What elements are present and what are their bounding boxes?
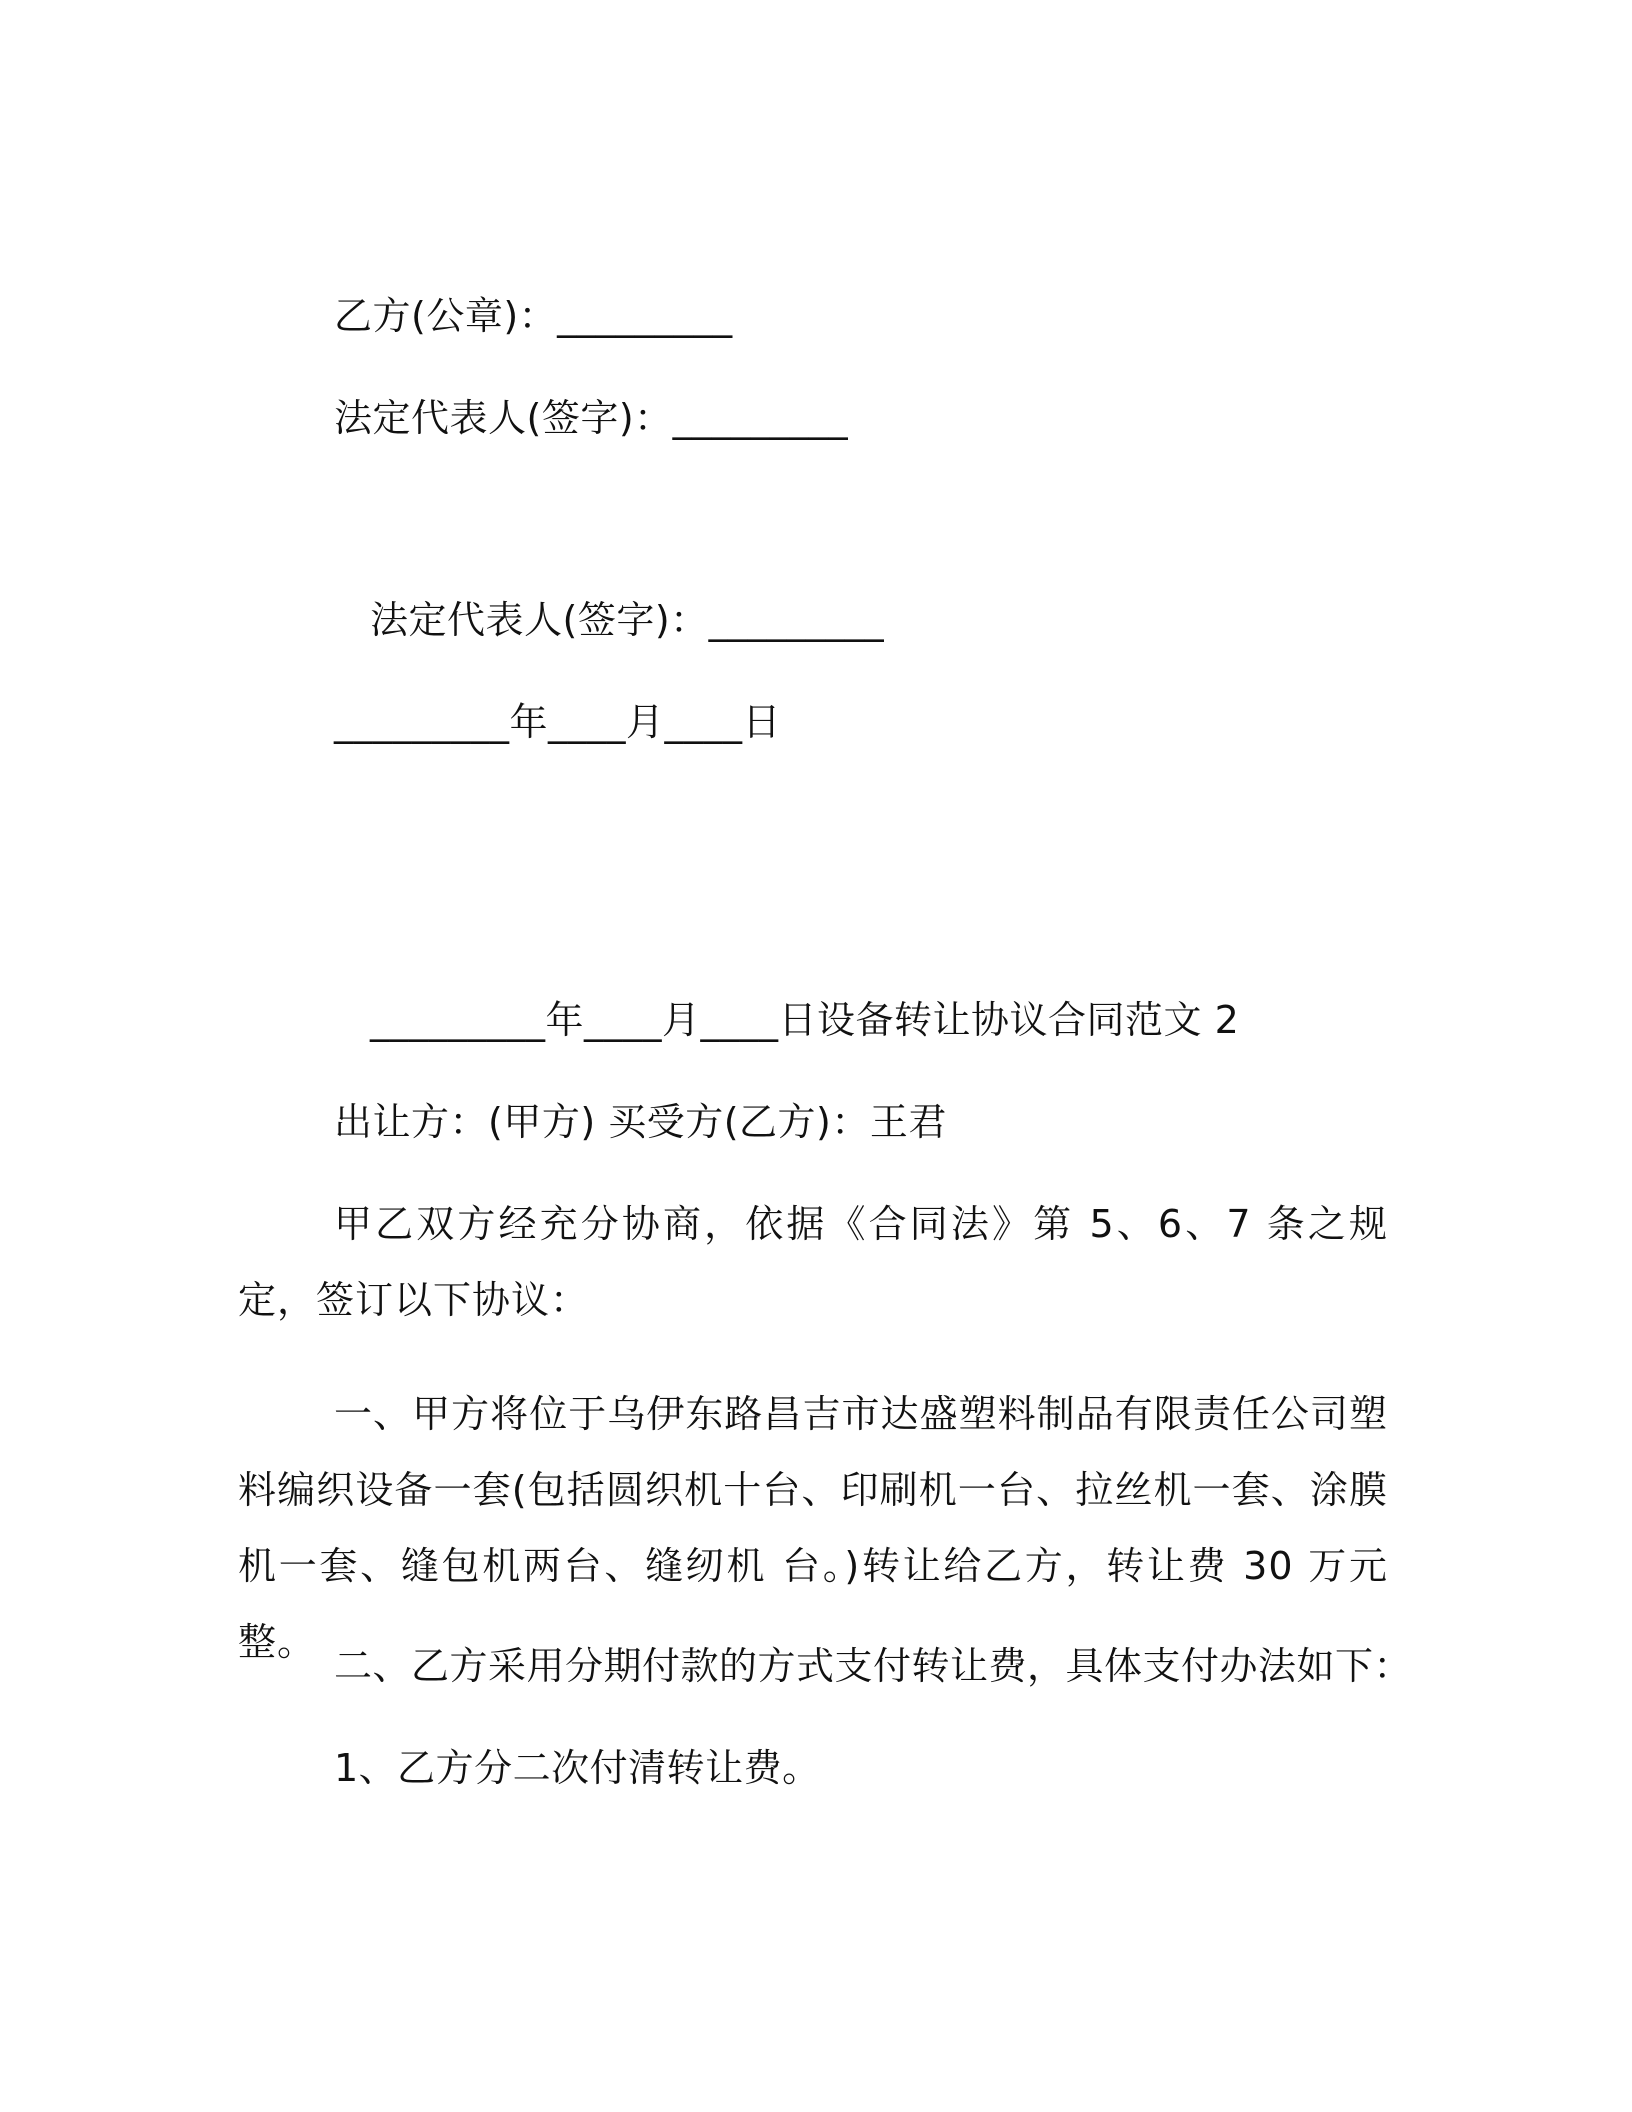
parties-line: 出让方：(甲方) 买受方(乙方)：王君: [334, 1100, 947, 1144]
date-line: _________年____月____日: [334, 700, 782, 744]
legal-rep-signature-line: 法定代表人(签字)：_________: [334, 396, 849, 440]
intro-paragraph: 甲乙双方经充分协商，依据《合同法》第 5、6、7 条之规定，签订以下协议：: [238, 1202, 1388, 1322]
party-b-seal-line: 乙方(公章)：_________: [334, 294, 733, 338]
legal-rep-signature-line-2: 法定代表人(签字)：_________: [370, 598, 885, 642]
contract-title: _________年____月____日设备转让协议合同范文 2: [370, 998, 1240, 1042]
clause-two-line: 二、乙方采用分期付款的方式支付转让费，具体支付办法如下：: [334, 1644, 1413, 1688]
payment-item-1: 1、乙方分二次付清转让费。: [334, 1746, 821, 1790]
clause-one-paragraph: 一、甲方将位于乌伊东路昌吉市达盛塑料制品有限责任公司塑料编织设备一套(包括圆织机十台、印刷机一台、拉丝机一套、涂膜机一套、缝包机两台、缝纫机 台。)转让给乙方，转让费 30 万元整。: [238, 1392, 1388, 1664]
